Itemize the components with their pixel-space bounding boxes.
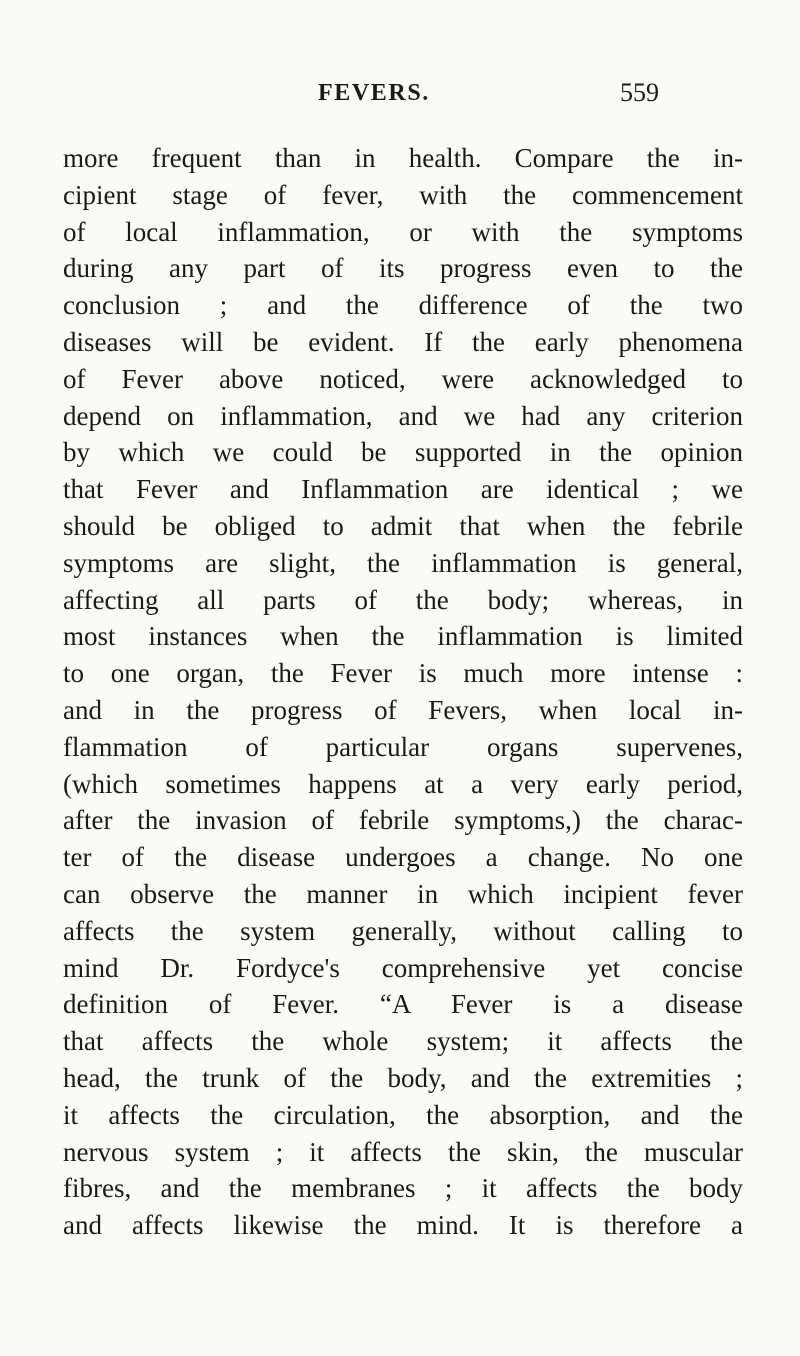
text-line: after the invasion of febrile symptoms,) the charac- — [63, 805, 743, 836]
text-line: mind Dr. Fordyce's comprehensive yet concise — [63, 952, 743, 983]
text-line: head, the trunk of the body, and the extremities ; — [63, 1062, 743, 1093]
text-line: diseases will be evident. If the early phenomena — [63, 326, 743, 357]
text-line: fibres, and the membranes ; it affects the body — [63, 1173, 743, 1204]
text-line: affecting all parts of the body; whereas, in — [63, 584, 743, 615]
text-line: it affects the circulation, the absorption, and the — [63, 1099, 743, 1130]
text-line: and in the progress of Fevers, when local in- — [63, 694, 743, 725]
text-line: cipient stage of fever, with the commencement — [63, 179, 743, 210]
running-head — [0, 78, 800, 118]
body-text — [63, 140, 743, 1244]
text-line: depend on inflammation, and we had any criterion — [63, 400, 743, 431]
text-line: nervous system ; it affects the skin, the muscular — [63, 1136, 743, 1167]
text-line: flammation of particular organs supervenes, — [63, 731, 743, 762]
text-line: of Fever above noticed, were acknowledged to — [63, 363, 743, 394]
text-line: most instances when the inflammation is limited — [63, 621, 743, 652]
text-line: more frequent than in health. Compare the in- — [63, 143, 743, 173]
text-line: by which we could be supported in the opinion — [63, 437, 743, 468]
text-line: that Fever and Inflammation are identical ; we — [63, 474, 743, 505]
text-line: symptoms are slight, the inflammation is general, — [63, 547, 743, 578]
page-number: 559 — [620, 78, 659, 107]
text-line: during any part of its progress even to the — [63, 253, 743, 284]
text-line: can observe the manner in which incipient fever — [63, 878, 743, 909]
text-line: that affects the whole system; it affects the — [63, 1026, 743, 1057]
text-line: (which sometimes happens at a very early period, — [63, 768, 743, 799]
text-line: ter of the disease undergoes a change. No one — [63, 842, 743, 873]
running-title: FEVERS. — [318, 80, 430, 106]
text-line: should be obliged to admit that when the febrile — [63, 510, 743, 541]
text-line: affects the system generally, without calling to — [63, 915, 743, 946]
text-line: and affects likewise the mind. It is therefore a — [63, 1210, 743, 1241]
text-line: to one organ, the Fever is much more intense : — [63, 658, 743, 689]
text-line: of local inflammation, or with the symptoms — [63, 216, 743, 247]
text-line: conclusion ; and the difference of the two — [63, 290, 743, 321]
text-line: definition of Fever. “A Fever is a disease — [63, 989, 743, 1020]
